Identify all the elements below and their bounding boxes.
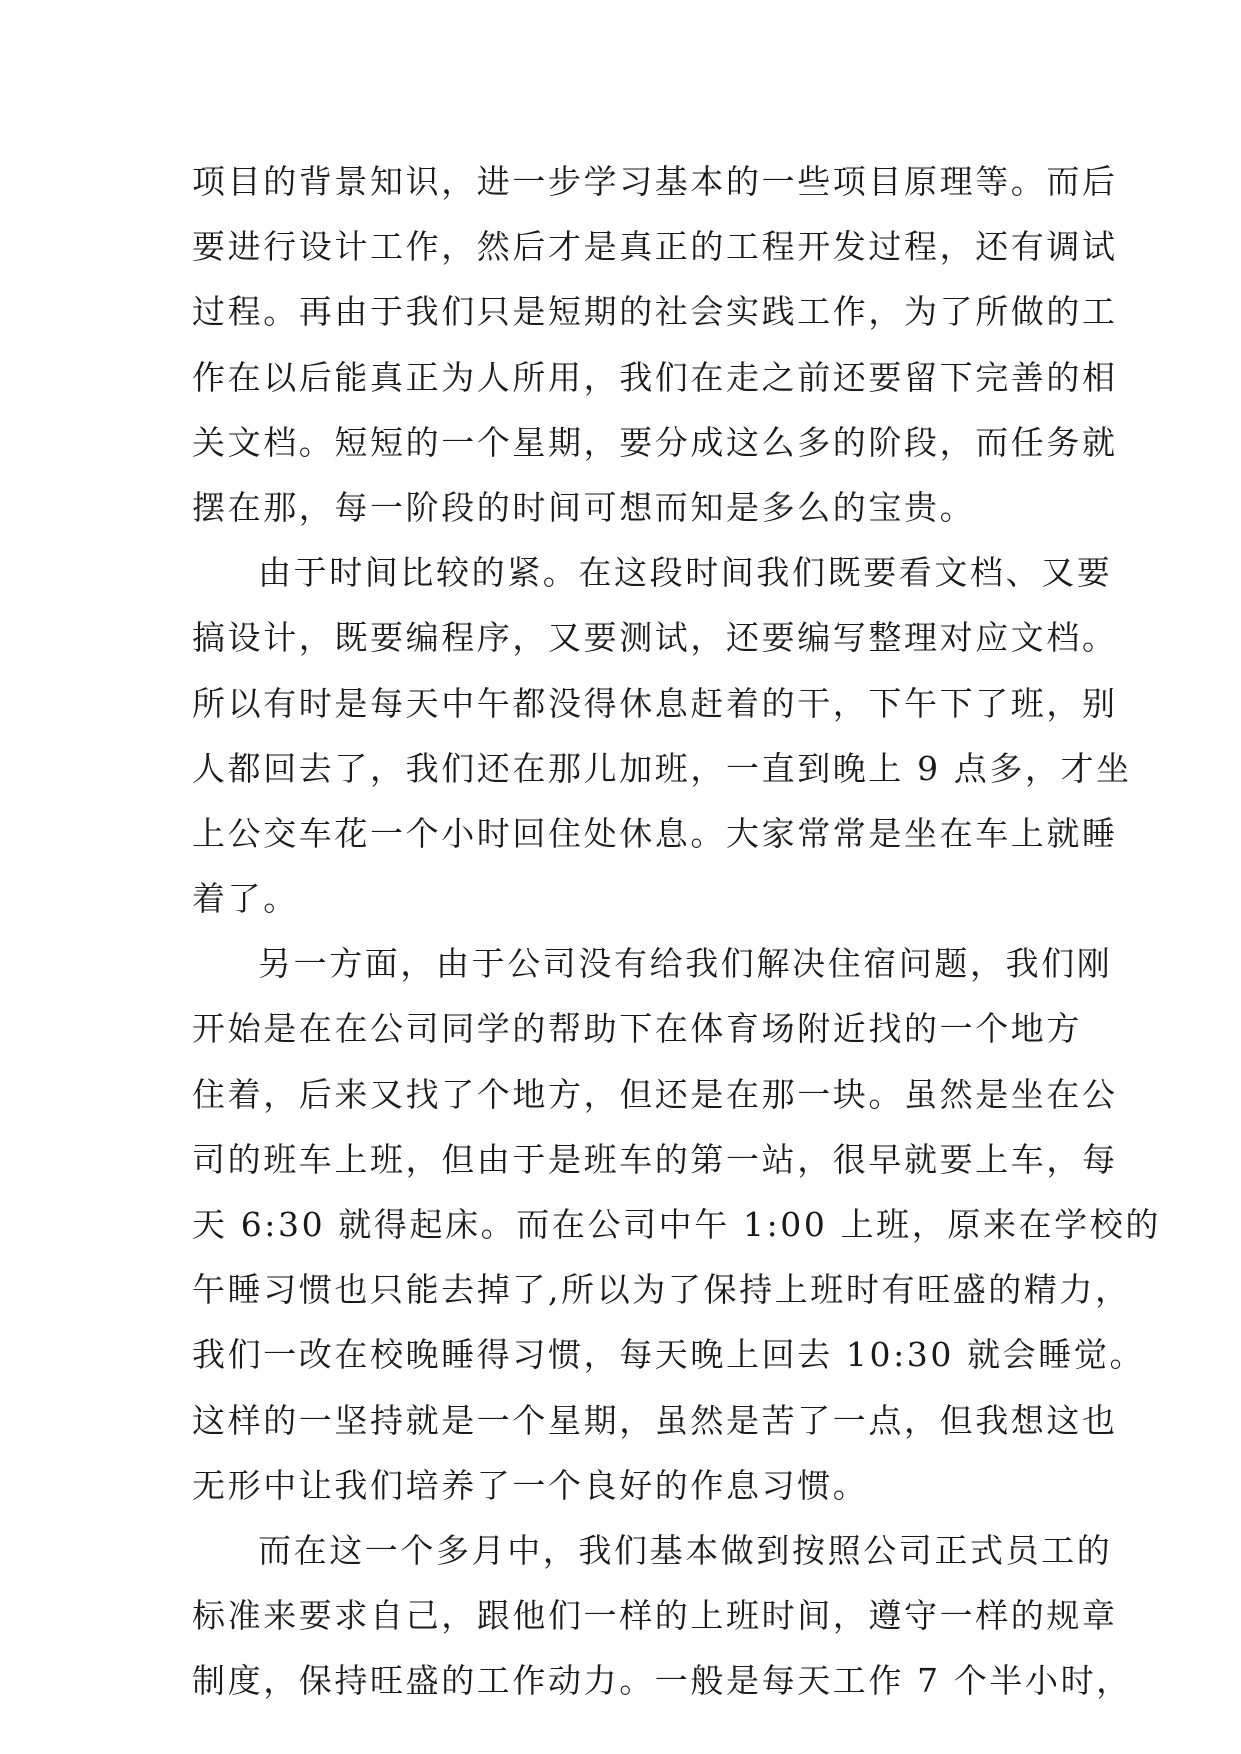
text-line: 关文档。短短的一个星期，要分成这么多的阶段，而任务就 bbox=[192, 422, 1118, 462]
text-line: 所以有时是每天中午都没得休息赶着的干，下午下了班，别 bbox=[192, 683, 1118, 723]
paragraph-first-line: 而在这一个多月中，我们基本做到按照公司正式员工的 bbox=[258, 1530, 1113, 1570]
text-line: 上公交车花一个小时回住处休息。大家常常是坐在车上就睡 bbox=[192, 813, 1118, 853]
body-text bbox=[192, 149, 1161, 1714]
text-line: 着了。 bbox=[192, 879, 299, 919]
text-line: 司的班车上班，但由于是班车的第一站，很早就要上车，每 bbox=[192, 1139, 1118, 1179]
text-line: 午睡习惯也只能去掉了,所以为了保持上班时有旺盛的精力， bbox=[192, 1270, 1131, 1310]
text-line: 制度，保持旺盛的工作动力。一般是每天工作 7 个半小时， bbox=[192, 1661, 1132, 1701]
paragraph-first-line: 另一方面，由于公司没有给我们解决住宿问题，我们刚 bbox=[258, 944, 1113, 984]
text-line: 作在以后能真正为人所用，我们在走之前还要留下完善的相 bbox=[192, 357, 1118, 397]
text-line: 标准来要求自己，跟他们一样的上班时间，遵守一样的规章 bbox=[192, 1596, 1118, 1636]
text-line: 摆在那，每一阶段的时间可想而知是多么的宝贵。 bbox=[192, 487, 976, 527]
text-line: 我们一改在校晚睡得习惯，每天晚上回去 10:30 就会睡觉。 bbox=[192, 1335, 1146, 1375]
text-line: 搞设计，既要编程序，又要测试，还要编写整理对应文档。 bbox=[192, 618, 1118, 658]
text-line: 这样的一坚持就是一个星期，虽然是苦了一点，但我想这也 bbox=[192, 1400, 1118, 1440]
text-line: 开始是在在公司同学的帮助下在体育场附近找的一个地方 bbox=[192, 1009, 1082, 1049]
paragraph-first-line: 由于时间比较的紧。在这段时间我们既要看文档、又要 bbox=[258, 553, 1113, 593]
text-line: 无形中让我们培养了一个良好的作息习惯。 bbox=[192, 1465, 869, 1505]
text-line: 过程。再由于我们只是短期的社会实践工作，为了所做的工 bbox=[192, 292, 1118, 332]
text-line: 项目的背景知识，进一步学习基本的一些项目原理等。而后 bbox=[192, 162, 1118, 201]
text-line: 住着，后来又找了个地方，但还是在那一块。虽然是坐在公 bbox=[192, 1074, 1118, 1114]
text-line: 人都回去了，我们还在那儿加班，一直到晚上 9 点多，才坐 bbox=[192, 748, 1132, 788]
text-line: 天 6:30 就得起床。而在公司中午 1:00 上班，原来在学校的 bbox=[192, 1205, 1161, 1244]
text-line: 要进行设计工作，然后才是真正的工程开发过程，还有调试 bbox=[192, 227, 1118, 267]
